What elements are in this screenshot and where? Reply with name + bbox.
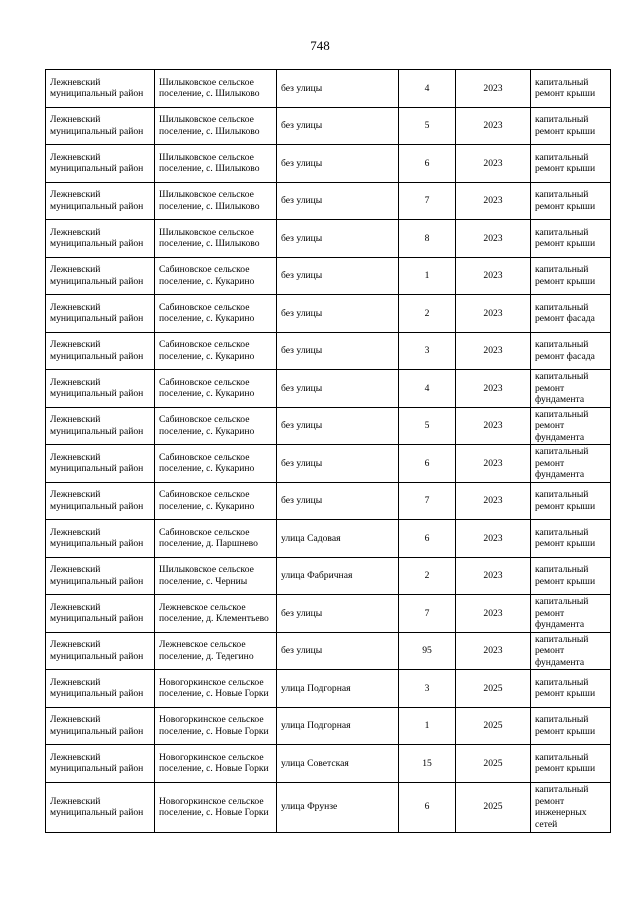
table-row — [46, 520, 611, 558]
house-number-cell: 4 — [399, 70, 456, 108]
house-number-cell: 7 — [399, 482, 456, 520]
year-cell: 2023 — [456, 370, 531, 408]
work-type-cell: капитальный ремонт фундамента — [531, 445, 611, 483]
work-type-cell: капитальный ремонт крыши — [531, 145, 611, 183]
settlement-cell: Новогоркинское сельское поселение, с. Новые Горки — [155, 782, 277, 832]
street-cell: улица Фрунзе — [277, 782, 399, 832]
district-cell: Лежневский муниципальный район — [46, 445, 155, 483]
work-type-cell: капитальный ремонт крыши — [531, 670, 611, 708]
work-type-cell: капитальный ремонт фасада — [531, 332, 611, 370]
work-type-cell: капитальный ремонт крыши — [531, 520, 611, 558]
page-number: 748 — [310, 38, 330, 53]
district-cell: Лежневский муниципальный район — [46, 482, 155, 520]
district-cell: Лежневский муниципальный район — [46, 370, 155, 408]
year-cell: 2023 — [456, 220, 531, 258]
work-type-cell: капитальный ремонт крыши — [531, 70, 611, 108]
street-cell: без улицы — [277, 370, 399, 408]
table-row — [46, 445, 611, 483]
year-cell: 2023 — [456, 257, 531, 295]
year-cell: 2023 — [456, 145, 531, 183]
settlement-cell: Сабиновское сельское поселение, с. Кукарино — [155, 482, 277, 520]
house-number-cell: 2 — [399, 557, 456, 595]
district-cell: Лежневский муниципальный район — [46, 595, 155, 633]
work-type-cell: капитальный ремонт фундамента — [531, 632, 611, 670]
house-number-cell: 7 — [399, 595, 456, 633]
work-type-cell: капитальный ремонт крыши — [531, 220, 611, 258]
street-cell: без улицы — [277, 257, 399, 295]
table-row — [46, 257, 611, 295]
house-number-cell: 95 — [399, 632, 456, 670]
year-cell: 2023 — [456, 445, 531, 483]
table-body — [46, 70, 611, 833]
year-cell: 2023 — [456, 595, 531, 633]
district-cell: Лежневский муниципальный район — [46, 220, 155, 258]
table-row — [46, 70, 611, 108]
table-row — [46, 557, 611, 595]
year-cell: 2025 — [456, 782, 531, 832]
work-type-cell: капитальный ремонт фундамента — [531, 407, 611, 445]
work-type-cell: капитальный ремонт крыши — [531, 107, 611, 145]
table-row — [46, 332, 611, 370]
settlement-cell: Сабиновское сельское поселение, с. Кукарино — [155, 445, 277, 483]
house-number-cell: 6 — [399, 145, 456, 183]
settlement-cell: Шилыковское сельское поселение, с. Шилыково — [155, 107, 277, 145]
year-cell: 2023 — [456, 107, 531, 145]
year-cell: 2025 — [456, 670, 531, 708]
street-cell: улица Фабричная — [277, 557, 399, 595]
work-type-cell: капитальный ремонт крыши — [531, 482, 611, 520]
year-cell: 2023 — [456, 295, 531, 333]
house-number-cell: 6 — [399, 520, 456, 558]
street-cell: без улицы — [277, 445, 399, 483]
table-row — [46, 407, 611, 445]
settlement-cell: Сабиновское сельское поселение, д. Паршнево — [155, 520, 277, 558]
work-type-cell: капитальный ремонт крыши — [531, 745, 611, 783]
house-number-cell: 6 — [399, 782, 456, 832]
street-cell: улица Советская — [277, 745, 399, 783]
street-cell: без улицы — [277, 70, 399, 108]
year-cell: 2023 — [456, 632, 531, 670]
house-number-cell: 3 — [399, 670, 456, 708]
street-cell: улица Садовая — [277, 520, 399, 558]
table-row — [46, 107, 611, 145]
settlement-cell: Лежневское сельское поселение, д. Тедегино — [155, 632, 277, 670]
settlement-cell: Новогоркинское сельское поселение, с. Новые Горки — [155, 745, 277, 783]
work-type-cell: капитальный ремонт фундамента — [531, 595, 611, 633]
district-cell: Лежневский муниципальный район — [46, 707, 155, 745]
district-cell: Лежневский муниципальный район — [46, 670, 155, 708]
street-cell: без улицы — [277, 407, 399, 445]
table-row — [46, 295, 611, 333]
table-row — [46, 182, 611, 220]
settlement-cell: Новогоркинское сельское поселение, с. Новые Горки — [155, 707, 277, 745]
table-row — [46, 145, 611, 183]
work-type-cell: капитальный ремонт крыши — [531, 182, 611, 220]
street-cell: без улицы — [277, 332, 399, 370]
district-cell: Лежневский муниципальный район — [46, 295, 155, 333]
work-type-cell: капитальный ремонт фундамента — [531, 370, 611, 408]
table-row — [46, 782, 611, 832]
district-cell: Лежневский муниципальный район — [46, 745, 155, 783]
year-cell: 2023 — [456, 482, 531, 520]
year-cell: 2025 — [456, 745, 531, 783]
table-row — [46, 482, 611, 520]
house-number-cell: 6 — [399, 445, 456, 483]
settlement-cell: Сабиновское сельское поселение, с. Кукарино — [155, 257, 277, 295]
street-cell: без улицы — [277, 595, 399, 633]
settlement-cell: Новогоркинское сельское поселение, с. Новые Горки — [155, 670, 277, 708]
settlement-cell: Сабиновское сельское поселение, с. Кукарино — [155, 407, 277, 445]
table-row — [46, 707, 611, 745]
district-cell: Лежневский муниципальный район — [46, 332, 155, 370]
street-cell: без улицы — [277, 145, 399, 183]
settlement-cell: Шилыковское сельское поселение, с. Шилыково — [155, 182, 277, 220]
street-cell: без улицы — [277, 220, 399, 258]
year-cell: 2025 — [456, 707, 531, 745]
table-row — [46, 595, 611, 633]
street-cell: без улицы — [277, 182, 399, 220]
settlement-cell: Лежневское сельское поселение, д. Клементьево — [155, 595, 277, 633]
year-cell: 2023 — [456, 70, 531, 108]
house-number-cell: 3 — [399, 332, 456, 370]
table-row — [46, 632, 611, 670]
settlement-cell: Шилыковское сельское поселение, с. Черниы — [155, 557, 277, 595]
housing-repair-table — [45, 69, 611, 833]
work-type-cell: капитальный ремонт крыши — [531, 707, 611, 745]
district-cell: Лежневский муниципальный район — [46, 407, 155, 445]
table-row — [46, 670, 611, 708]
year-cell: 2023 — [456, 520, 531, 558]
work-type-cell: капитальный ремонт крыши — [531, 257, 611, 295]
work-type-cell: капитальный ремонт фасада — [531, 295, 611, 333]
district-cell: Лежневский муниципальный район — [46, 70, 155, 108]
year-cell: 2023 — [456, 182, 531, 220]
house-number-cell: 2 — [399, 295, 456, 333]
year-cell: 2023 — [456, 407, 531, 445]
work-type-cell: капитальный ремонт крыши — [531, 557, 611, 595]
district-cell: Лежневский муниципальный район — [46, 520, 155, 558]
table-row — [46, 745, 611, 783]
settlement-cell: Сабиновское сельское поселение, с. Кукарино — [155, 332, 277, 370]
district-cell: Лежневский муниципальный район — [46, 257, 155, 295]
house-number-cell: 1 — [399, 707, 456, 745]
table-row — [46, 220, 611, 258]
street-cell: без улицы — [277, 482, 399, 520]
house-number-cell: 7 — [399, 182, 456, 220]
street-cell: без улицы — [277, 107, 399, 145]
table-row — [46, 370, 611, 408]
district-cell: Лежневский муниципальный район — [46, 145, 155, 183]
settlement-cell: Шилыковское сельское поселение, с. Шилыково — [155, 145, 277, 183]
settlement-cell: Шилыковское сельское поселение, с. Шилыково — [155, 70, 277, 108]
district-cell: Лежневский муниципальный район — [46, 182, 155, 220]
house-number-cell: 15 — [399, 745, 456, 783]
street-cell: улица Подгорная — [277, 707, 399, 745]
street-cell: без улицы — [277, 632, 399, 670]
house-number-cell: 1 — [399, 257, 456, 295]
house-number-cell: 5 — [399, 407, 456, 445]
settlement-cell: Сабиновское сельское поселение, с. Кукарино — [155, 370, 277, 408]
work-type-cell: капитальный ремонт инженерных сетей — [531, 782, 611, 832]
house-number-cell: 8 — [399, 220, 456, 258]
district-cell: Лежневский муниципальный район — [46, 557, 155, 595]
street-cell: улица Подгорная — [277, 670, 399, 708]
street-cell: без улицы — [277, 295, 399, 333]
house-number-cell: 4 — [399, 370, 456, 408]
district-cell: Лежневский муниципальный район — [46, 632, 155, 670]
district-cell: Лежневский муниципальный район — [46, 107, 155, 145]
year-cell: 2023 — [456, 332, 531, 370]
settlement-cell: Сабиновское сельское поселение, с. Кукарино — [155, 295, 277, 333]
settlement-cell: Шилыковское сельское поселение, с. Шилыково — [155, 220, 277, 258]
year-cell: 2023 — [456, 557, 531, 595]
house-number-cell: 5 — [399, 107, 456, 145]
district-cell: Лежневский муниципальный район — [46, 782, 155, 832]
